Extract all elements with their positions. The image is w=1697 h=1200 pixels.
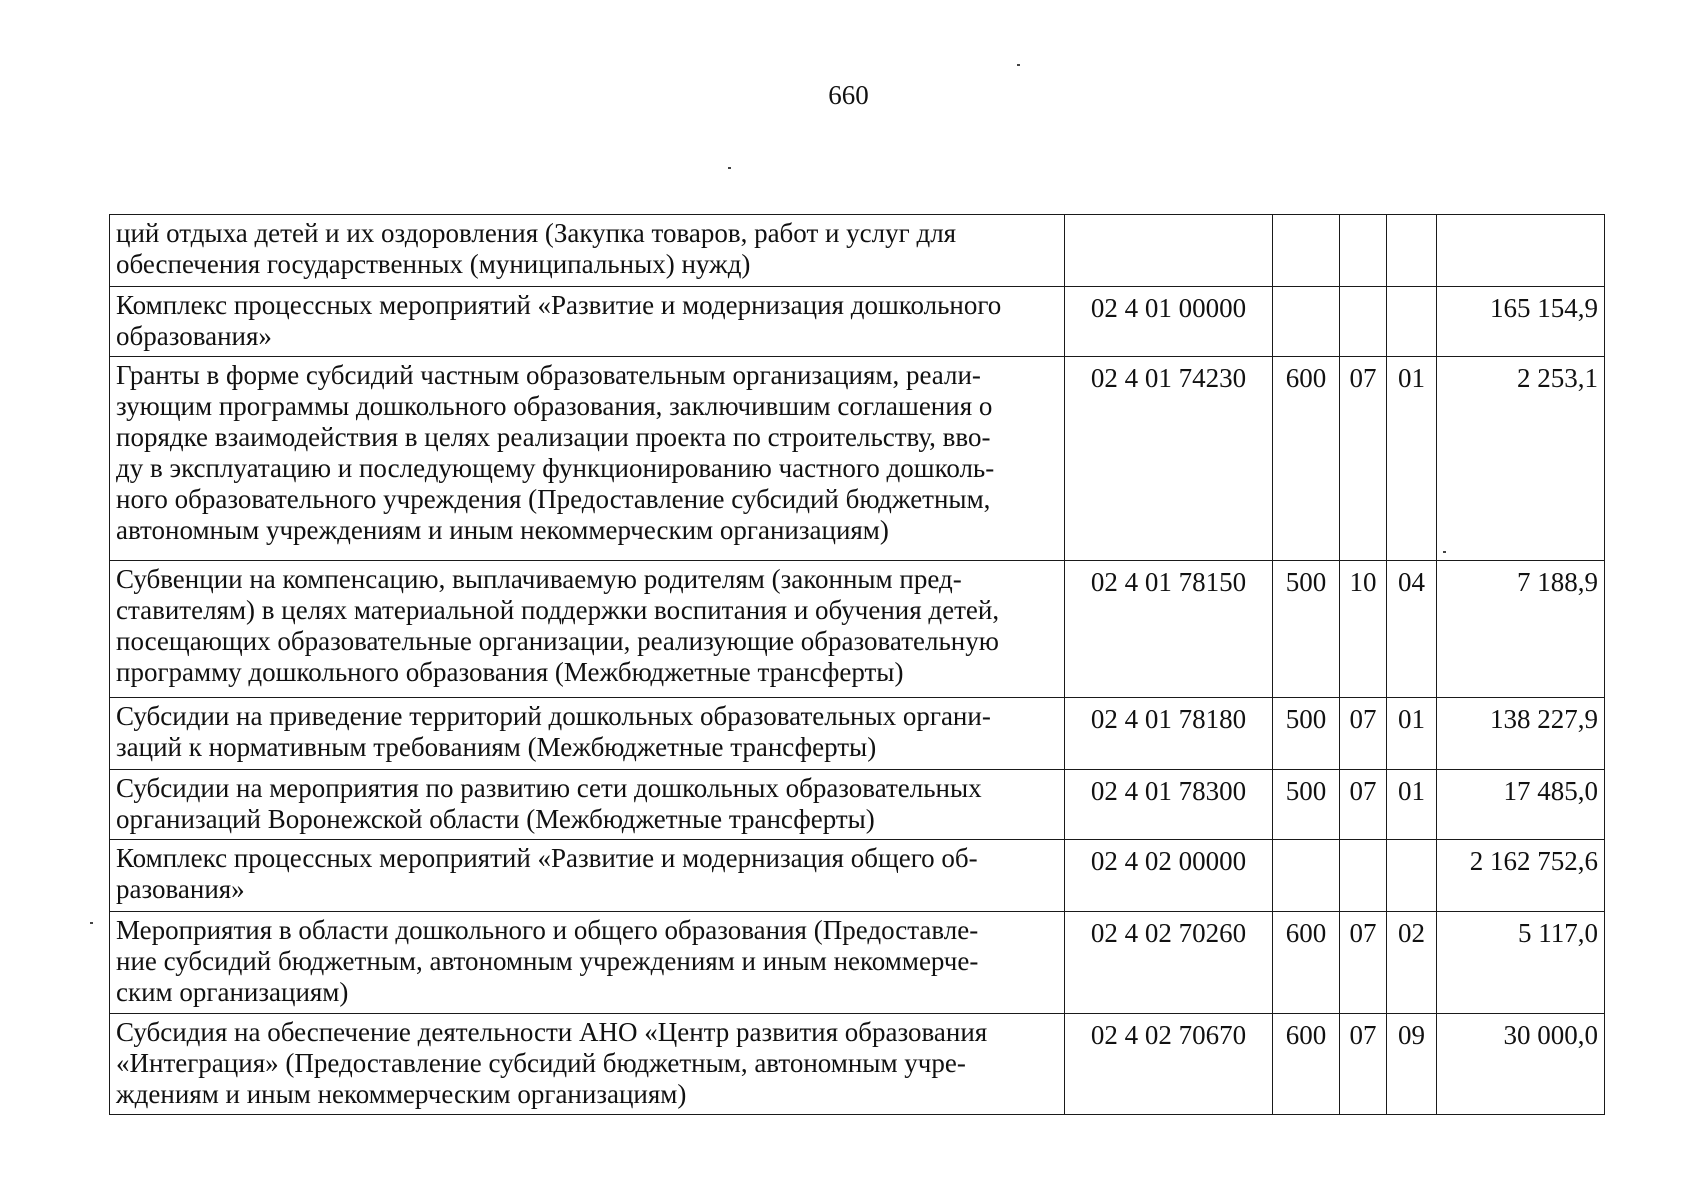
description-line: обеспечения государственных (муниципальных) нужд) — [116, 249, 751, 279]
budget-table — [109, 214, 1605, 1115]
section-code — [1340, 287, 1387, 357]
section-code — [1340, 840, 1387, 912]
subsection-code: 09 — [1387, 1014, 1437, 1115]
description-line: программу дошкольного образования (Межбюджетные трансферты) — [116, 657, 904, 687]
description-line: Субсидии на приведение территорий дошкольных образовательных органи- — [116, 701, 991, 731]
subsection-code — [1387, 287, 1437, 357]
row-description — [110, 287, 1065, 357]
scan-speck — [1017, 64, 1020, 66]
table-row — [110, 912, 1605, 1014]
row-description — [110, 561, 1065, 698]
amount-value: 2 162 752,6 — [1437, 840, 1605, 912]
target-article-code: 02 4 01 74230 — [1065, 357, 1273, 561]
description-line: ду в эксплуатацию и последующему функционированию частного дошколь- — [116, 453, 995, 483]
subsection-code: 04 — [1387, 561, 1437, 698]
amount-value — [1437, 215, 1605, 287]
row-description — [110, 1014, 1065, 1115]
table-row — [110, 770, 1605, 840]
expense-type-code: 600 — [1273, 357, 1340, 561]
description-line: образования» — [116, 321, 272, 351]
target-article-code: 02 4 01 78180 — [1065, 698, 1273, 770]
expense-type-code — [1273, 287, 1340, 357]
row-description — [110, 840, 1065, 912]
description-line: порядке взаимодействия в целях реализации проекта по строительству, вво- — [116, 422, 991, 452]
row-description — [110, 357, 1065, 561]
description-line: заций к нормативным требованиям (Межбюджетные трансферты) — [116, 732, 877, 762]
description-line: посещающих образовательные организации, реализующие образовательную — [116, 626, 999, 656]
target-article-code: 02 4 02 00000 — [1065, 840, 1273, 912]
amount-value: 7 188,9 — [1437, 561, 1605, 698]
target-article-code: 02 4 02 70670 — [1065, 1014, 1273, 1115]
description-line: автономным учреждениям и иным некоммерческим организациям) — [116, 515, 889, 545]
description-line: ставителям) в целях материальной поддержки воспитания и обучения детей, — [116, 595, 1000, 625]
expense-type-code: 500 — [1273, 770, 1340, 840]
target-article-code: 02 4 01 78150 — [1065, 561, 1273, 698]
description-line: ждениям и иным некоммерческим организациям) — [116, 1079, 687, 1109]
description-line: Мероприятия в области дошкольного и общего образования (Предоставле- — [116, 915, 979, 945]
target-article-code: 02 4 01 78300 — [1065, 770, 1273, 840]
section-code: 07 — [1340, 770, 1387, 840]
expense-type-code: 600 — [1273, 912, 1340, 1014]
section-code: 07 — [1340, 357, 1387, 561]
expense-type-code: 500 — [1273, 561, 1340, 698]
subsection-code — [1387, 840, 1437, 912]
description-line: ций отдыха детей и их оздоровления (Закупка товаров, работ и услуг для — [116, 218, 957, 248]
description-line: организаций Воронежской области (Межбюджетные трансферты) — [116, 804, 875, 834]
expense-type-code: 500 — [1273, 698, 1340, 770]
description-line: Комплекс процессных мероприятий «Развитие и модернизация дошкольного — [116, 290, 1002, 320]
section-code: 07 — [1340, 698, 1387, 770]
table-row — [110, 840, 1605, 912]
description-line: ного образовательного учреждения (Предоставление субсидий бюджетным, — [116, 484, 991, 514]
page-number: 660 — [828, 80, 869, 110]
amount-value: 5 117,0 — [1437, 912, 1605, 1014]
description-line: «Интеграция» (Предоставление субсидий бюджетным, автономным учре- — [116, 1048, 966, 1078]
amount-value: 17 485,0 — [1437, 770, 1605, 840]
scan-speck — [728, 167, 731, 169]
section-code: 07 — [1340, 1014, 1387, 1115]
table-row — [110, 561, 1605, 698]
subsection-code — [1387, 215, 1437, 287]
row-description — [110, 215, 1065, 287]
description-line: ние субсидий бюджетным, автономным учреждениям и иным некоммерче- — [116, 946, 979, 976]
expense-type-code — [1273, 215, 1340, 287]
table-row — [110, 1014, 1605, 1115]
subsection-code: 01 — [1387, 698, 1437, 770]
target-article-code: 02 4 02 70260 — [1065, 912, 1273, 1014]
target-article-code: 02 4 01 00000 — [1065, 287, 1273, 357]
amount-value: 165 154,9 — [1437, 287, 1605, 357]
table-row — [110, 287, 1605, 357]
amount-value: 30 000,0 — [1437, 1014, 1605, 1115]
subsection-code: 01 — [1387, 770, 1437, 840]
description-line: разования» — [116, 874, 245, 904]
table-row — [110, 357, 1605, 561]
expense-type-code — [1273, 840, 1340, 912]
description-line: зующим программы дошкольного образования, заключившим соглашения о — [116, 391, 993, 421]
section-code: 10 — [1340, 561, 1387, 698]
description-line: Субвенции на компенсацию, выплачиваемую родителям (законным пред- — [116, 564, 962, 594]
budget-table-body — [110, 215, 1605, 1115]
subsection-code: 01 — [1387, 357, 1437, 561]
table-row — [110, 698, 1605, 770]
amount-value: 138 227,9 — [1437, 698, 1605, 770]
amount-value: 2 253,1 — [1437, 357, 1605, 561]
section-code — [1340, 215, 1387, 287]
row-description — [110, 698, 1065, 770]
description-line: Субсидия на обеспечение деятельности АНО «Центр развития образования — [116, 1017, 988, 1047]
description-line: Гранты в форме субсидий частным образовательным организациям, реали- — [116, 360, 981, 390]
description-line: Субсидии на мероприятия по развитию сети дошкольных образовательных — [116, 773, 982, 803]
section-code: 07 — [1340, 912, 1387, 1014]
row-description — [110, 770, 1065, 840]
scan-speck — [90, 922, 93, 924]
description-line: Комплекс процессных мероприятий «Развитие и модернизация общего об- — [116, 843, 978, 873]
target-article-code — [1065, 215, 1273, 287]
expense-type-code: 600 — [1273, 1014, 1340, 1115]
description-line: ским организациям) — [116, 977, 349, 1007]
table-row — [110, 215, 1605, 287]
row-description — [110, 912, 1065, 1014]
subsection-code: 02 — [1387, 912, 1437, 1014]
